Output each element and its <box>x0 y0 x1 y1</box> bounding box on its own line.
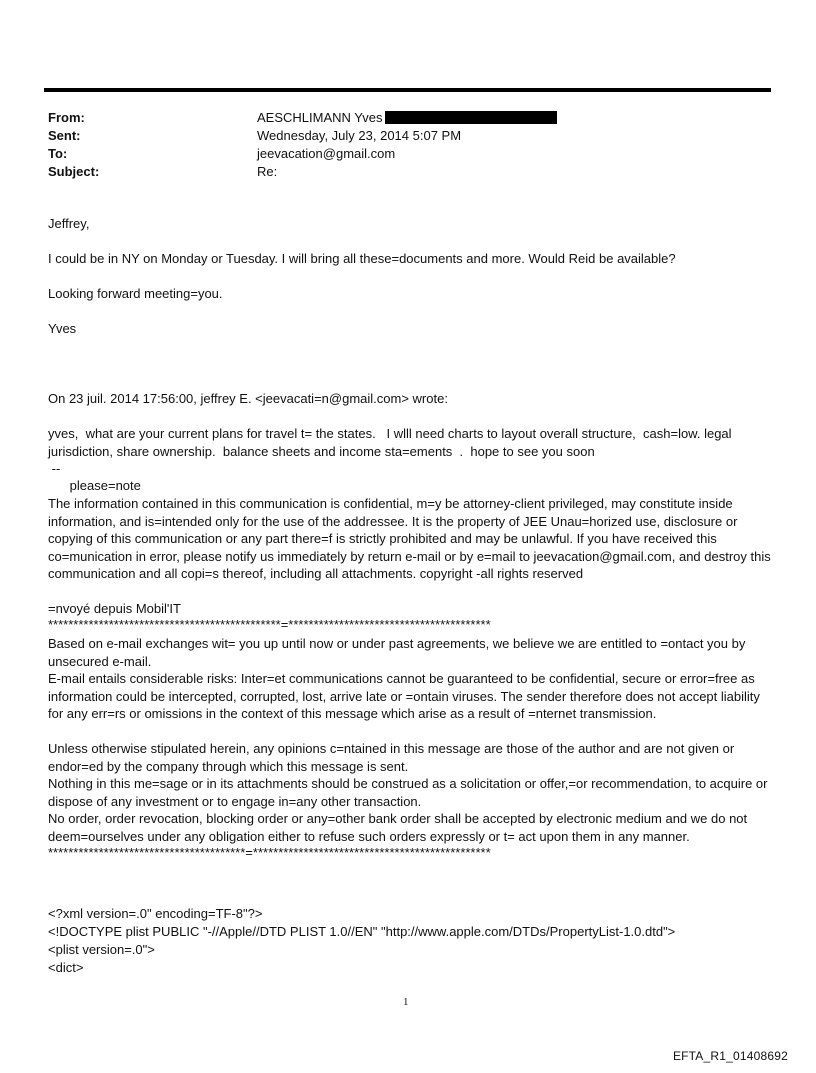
subject-label: Subject: <box>48 164 100 179</box>
from-value-text: AESCHLIMANN Yves <box>257 110 383 125</box>
from-row <box>48 109 557 127</box>
sent-row <box>48 127 557 145</box>
paragraph-1: I could be in NY on Monday or Tuesday. I will bring all these=documents and more. Would Reid be available? <box>48 251 676 266</box>
asterisk-divider-top: **********************************************=**************************************** <box>48 617 491 632</box>
xml-line-2: <!DOCTYPE plist PUBLIC "-//Apple//DTD PLIST 1.0//EN" "http://www.apple.com/DTDs/PropertyList-1.0.dtd"> <box>48 924 676 939</box>
xml-line-4: <dict> <box>48 960 84 975</box>
paragraph-2: Looking forward meeting=you. <box>48 286 223 301</box>
page-number: 1 <box>403 996 409 1008</box>
disclaimer-5: No order, order revocation, blocking order or any=other bank order shall be accepted by electronic medium and we do not deem=ourselves under any obligation either to refuse such orders expressly or t= act upon them in any manner. <box>48 811 751 844</box>
subject-value: Re: <box>257 164 278 179</box>
quote-body: yves, what are your current plans for travel t= the states. I wlll need charts to layout overall structure, cash=low. legal jurisdiction, share ownership. balance sheets and income sta=ements . hope to see you soon <box>48 426 736 459</box>
xml-line-3: <plist version=.0"> <box>48 942 155 957</box>
redaction-box <box>385 111 557 124</box>
disclaimer-4: Nothing in this me=sage or in its attachments should be construed as a solicitation or offer,=or recommendation, to acquire or dispose of any investment or to engage in=any other transaction. <box>48 776 772 809</box>
disclaimer-1: Based on e-mail exchanges wit= you up until now or under past agreements, we believe we are entitled to =ontact you by unsecured e-mail. <box>48 636 749 669</box>
sent-from-mobile: =nvoyé depuis Mobil'IT <box>48 601 181 616</box>
from-value <box>257 109 557 127</box>
sent-value: Wednesday, July 23, 2014 5:07 PM <box>257 128 462 143</box>
please-note: please=note <box>48 478 141 493</box>
email-header <box>48 109 557 181</box>
xml-line-1: <?xml version=.0" encoding=TF-8"?> <box>48 906 263 921</box>
greeting: Jeffrey, <box>48 216 90 231</box>
sent-label: Sent: <box>48 128 81 143</box>
confidentiality-notice: The information contained in this communication is confidential, m=y be attorney-client privileged, may constitute inside information, and is=intended only for the use of the addressee. It is the property of JEE Unau=horized use, disclosure or copying of this communication or any part there=f is strictly prohibited and may be unlawful. If you have received this co=munication in error, please notify us immediately by return e-mail or by e=mail to jeevacation@gmail.com, and destroy this communication and all copi=s thereof, including all attachments. copyright -all rights reserved <box>48 496 775 582</box>
to-label: To: <box>48 146 68 161</box>
disclaimer-2: E-mail entails considerable risks: Inter=et communications cannot be guaranteed to be confidential, secure or error=free as information could be intercepted, corrupted, lost, arrive late or =ontain viruses. The sender therefore does not accept liability for any err=rs or omissions in the context of this message which arise as a result of =nternet transmission. <box>48 671 764 722</box>
to-value: jeevacation@gmail.com <box>257 146 396 161</box>
email-body <box>48 215 775 975</box>
bates-number: EFTA_R1_01408692 <box>672 1049 788 1063</box>
header-rule <box>44 88 771 92</box>
to-row <box>48 145 557 163</box>
signature: Yves <box>48 321 77 336</box>
quote-header: On 23 juil. 2014 17:56:00, jeffrey E. <jeevacati=n@gmail.com> wrote: <box>48 391 448 406</box>
subject-row <box>48 163 557 181</box>
asterisk-divider-bottom: ***************************************=*********************************************** <box>48 845 491 860</box>
from-label: From: <box>48 110 85 125</box>
signature-dash: -- <box>48 461 61 476</box>
disclaimer-3: Unless otherwise stipulated herein, any opinions c=ntained in this message are those of the author and are not given or endor=ed by the company through which this message is sent. <box>48 741 738 774</box>
